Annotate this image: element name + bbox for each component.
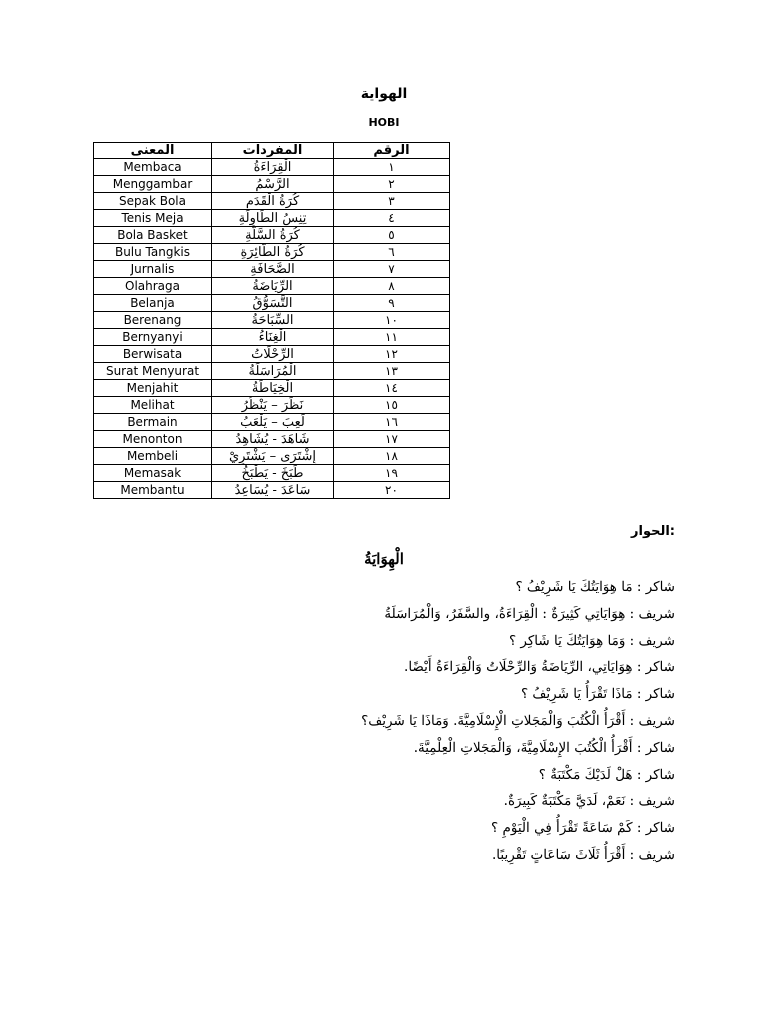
vocabulary-cell: إِشْتَرَى – يَشْتَرِيْ bbox=[212, 448, 334, 465]
table-body bbox=[94, 159, 450, 499]
meaning-cell: Membaca bbox=[94, 159, 212, 176]
number-cell: ٤ bbox=[334, 210, 450, 227]
dialog-lines bbox=[75, 574, 675, 869]
meaning-cell: Tenis Meja bbox=[94, 210, 212, 227]
dialog-line: شاكر : هِوَايَاتِي، الرِّيَاضَةُ وَالرِّحْلَاتُ وَالْقِرَاءَةُ أَيْضًا. bbox=[404, 659, 675, 676]
meaning-cell: Bermain bbox=[94, 414, 212, 431]
vocabulary-cell: الرِّحْلَاتُ bbox=[212, 346, 334, 363]
number-cell: ١٤ bbox=[334, 380, 450, 397]
meaning-cell: Belanja bbox=[94, 295, 212, 312]
vocabulary-cell: كُرَةُ الْقَدَمِ bbox=[212, 193, 334, 210]
meaning-cell: Jurnalis bbox=[94, 261, 212, 278]
table-row bbox=[94, 380, 450, 397]
vocabulary-cell: التَّسَوُّقُ bbox=[212, 295, 334, 312]
number-cell: ١٨ bbox=[334, 448, 450, 465]
table-row bbox=[94, 295, 450, 312]
table-row bbox=[94, 312, 450, 329]
meaning-cell: Berenang bbox=[94, 312, 212, 329]
vocabulary-cell: الْقِرَاءَةُ bbox=[212, 159, 334, 176]
meaning-cell: Membeli bbox=[94, 448, 212, 465]
table-row bbox=[94, 448, 450, 465]
table-row bbox=[94, 397, 450, 414]
meaning-cell: Bulu Tangkis bbox=[94, 244, 212, 261]
meaning-cell: Menggambar bbox=[94, 176, 212, 193]
number-cell: ١٦ bbox=[334, 414, 450, 431]
dialog-line: شاكر : أَقْرَأُ الْكُتُبَ الإِسْلَامِيَّةَ، وَالْمَجَلاتِ الْعِلْمِيَّةَ. bbox=[413, 739, 675, 756]
table-row bbox=[94, 261, 450, 278]
vocabulary-cell: الْمُرَاسَلَةُ bbox=[212, 363, 334, 380]
header-number: الرقم bbox=[334, 143, 450, 159]
number-cell: ٨ bbox=[334, 278, 450, 295]
vocabulary-cell: السِّبَاحَةُ bbox=[212, 312, 334, 329]
table-row bbox=[94, 363, 450, 380]
header-meaning: المعنى bbox=[94, 143, 212, 159]
dialog-line: شاكر : كَمْ سَاعَةً تَقْرَأُ فِي الْيَوْمِ ؟ bbox=[491, 820, 675, 837]
table-row bbox=[94, 329, 450, 346]
number-cell: ١٢ bbox=[334, 346, 450, 363]
number-cell: ٧ bbox=[334, 261, 450, 278]
vocabulary-table bbox=[93, 142, 450, 499]
vocabulary-cell: سَاعَدَ - يُسَاعِدُ bbox=[212, 482, 334, 499]
table-row bbox=[94, 193, 450, 210]
table-row bbox=[94, 159, 450, 176]
vocabulary-cell: الصَّحَافَةِ bbox=[212, 261, 334, 278]
table-row bbox=[94, 346, 450, 363]
meaning-cell: Bola Basket bbox=[94, 227, 212, 244]
meaning-cell: Menonton bbox=[94, 431, 212, 448]
number-cell: ٢ bbox=[334, 176, 450, 193]
table-row bbox=[94, 227, 450, 244]
meaning-cell: Menjahit bbox=[94, 380, 212, 397]
dialog-line: شريف : أَقْرَأُ ثَلَاثَ سَاعَاتٍ تَقْرِيبًا. bbox=[492, 846, 675, 863]
dialog-line: شريف : نَعَمْ، لَدَيَّ مَكْتَبَةٌ كَبِيرَةٌ. bbox=[503, 793, 675, 810]
meaning-cell: Surat Menyurat bbox=[94, 363, 212, 380]
vocabulary-cell: لَعِبَ – يَلْعَبُ bbox=[212, 414, 334, 431]
number-cell: ١٩ bbox=[334, 465, 450, 482]
page-title: الهواية bbox=[360, 86, 408, 102]
table-row bbox=[94, 482, 450, 499]
vocabulary-cell: كُرَةُ الطَّائِرَةِ bbox=[212, 244, 334, 261]
dialog-title: الْهِوَايَةُ bbox=[364, 550, 404, 568]
table-row bbox=[94, 414, 450, 431]
number-cell: ٢٠ bbox=[334, 482, 450, 499]
vocabulary-cell: تِنِسُ الطَاوِلَةِ bbox=[212, 210, 334, 227]
number-cell: ٣ bbox=[334, 193, 450, 210]
dialog-line: شاكر : مَاذَا تَقْرَأُ يَا شَرِيْفُ ؟ bbox=[520, 686, 675, 703]
meaning-cell: Membantu bbox=[94, 482, 212, 499]
dialog-heading: الحوار: bbox=[631, 524, 675, 539]
vocabulary-cell: الرَّسْمُ bbox=[212, 176, 334, 193]
number-cell: ٩ bbox=[334, 295, 450, 312]
meaning-cell: Berwisata bbox=[94, 346, 212, 363]
dialog-line: شاكر : هَلْ لَدَيْكَ مَكْتَبَةٌ ؟ bbox=[538, 766, 675, 783]
number-cell: ١١ bbox=[334, 329, 450, 346]
table-row bbox=[94, 244, 450, 261]
number-cell: ٥ bbox=[334, 227, 450, 244]
table-row bbox=[94, 176, 450, 193]
meaning-cell: Olahraga bbox=[94, 278, 212, 295]
meaning-cell: Melihat bbox=[94, 397, 212, 414]
vocabulary-cell: نَظَرَ – يَنْظُرُ bbox=[212, 397, 334, 414]
meaning-cell: Bernyanyi bbox=[94, 329, 212, 346]
vocabulary-cell: الْخِيَاطَةُ bbox=[212, 380, 334, 397]
meaning-cell: Memasak bbox=[94, 465, 212, 482]
dialog-line: شاكر : مَا هِوَايَتُكَ يَا شَرِيْفُ ؟ bbox=[515, 579, 675, 595]
number-cell: ١٠ bbox=[334, 312, 450, 329]
table-row bbox=[94, 465, 450, 482]
dialog-line: شريف : أَقْرَأُ الْكُتُبَ وَالْمَجَلاتِ الْإِسْلَامِيَّةَ. وَمَاذَا يَا شَرِيْف؟ bbox=[361, 712, 675, 729]
header-vocabulary: المفردات bbox=[212, 143, 334, 159]
number-cell: ١ bbox=[334, 159, 450, 176]
number-cell: ١٧ bbox=[334, 431, 450, 448]
table-row bbox=[94, 278, 450, 295]
vocabulary-cell: كُرَةُ السَّلَّةِ bbox=[212, 227, 334, 244]
meaning-cell: Sepak Bola bbox=[94, 193, 212, 210]
vocabulary-cell: طَبَخَ - يَطْبَخُ bbox=[212, 465, 334, 482]
dialog-line: شريف : وَمَا هِوَايَتُكَ يَا شَاكِر ؟ bbox=[508, 632, 675, 649]
table-row bbox=[94, 431, 450, 448]
table-header-row bbox=[94, 143, 450, 159]
vocabulary-cell: الرِّيَاضَةُ bbox=[212, 278, 334, 295]
vocabulary-cell: الْغِنَاءُ bbox=[212, 329, 334, 346]
number-cell: ١٣ bbox=[334, 363, 450, 380]
page-subtitle: HOBI bbox=[368, 116, 400, 129]
number-cell: ١٥ bbox=[334, 397, 450, 414]
vocabulary-cell: شَاهَدَ - يُشَاهِدُ bbox=[212, 431, 334, 448]
number-cell: ٦ bbox=[334, 244, 450, 261]
table-row bbox=[94, 210, 450, 227]
dialog-line: شريف : هِوَايَاتِي كَثِيرَةٌ : الْقِرَاءَةُ، والسَّفَرُ، وَالْمُرَاسَلَةُ bbox=[384, 605, 675, 622]
